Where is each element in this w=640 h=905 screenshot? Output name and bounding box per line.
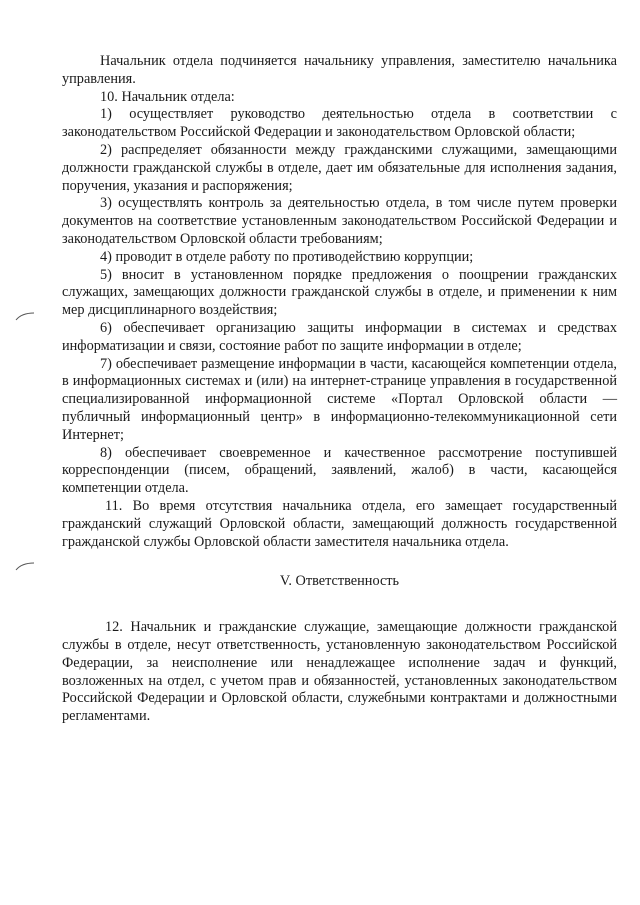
paragraph-10-item-7: 7) обеспечивает размещение информации в части, касающейся компетенции отдела, в информационных системах и (или) на интернет-странице управления в государственной специализированной информационной системе «Портал Орловской области — публичный информационный центр» в информационно-телекоммуникационной сети Интернет; <box>62 355 617 443</box>
paragraph-11: 11. Во время отсутствия начальника отдела, его замещает государственный гражданский служащий Орловской области, замещающий должность государственной гражданской службы Орловской области заместителя начальника отдела. <box>62 497 617 550</box>
paragraph-10-heading: 10. Начальник отдела: <box>100 88 235 105</box>
paragraph-subordination: Начальник отдела подчиняется начальнику управления, заместителю начальника управления. <box>62 53 617 87</box>
paragraph-10-item-3: 3) осуществлять контроль за деятельностью отдела, в том числе путем проверки документов на соответствие установленным законодательством Российской Федерации и законодательством Орловской области требованиям; <box>62 195 617 247</box>
document-page <box>62 53 617 726</box>
paragraph-10-item-8: 8) обеспечивает своевременное и качественное рассмотрение поступившей корреспонденции (писем, обращений, заявлений, жалоб) в части, касающейся компетенции отдела. <box>62 444 617 497</box>
paragraph-10-item-5: 5) вносит в установленном порядке предложения о поощрении гражданских служащих, замещающих должности гражданской службы в отделе, и применении к ним мер дисциплинарного воздействия; <box>62 266 617 319</box>
paragraph-10-item-1: 1) осуществляет руководство деятельностью отдела в соответствии с законодательством Российской Федерации и законодательством Орловской области; <box>62 106 617 141</box>
section-title: V. Ответственность <box>279 573 400 590</box>
paragraph-10-item-4: 4) проводит в отделе работу по противодействию коррупции; <box>100 248 474 265</box>
paragraph-10-item-2: 2) распределяет обязанности между гражданскими служащими, замещающими должности гражданской службы в отделе, дает им обязательные для исполнения задания, поручения, указания и распоряжения; <box>62 141 617 194</box>
margin-mark-1 <box>14 312 36 322</box>
paragraph-12: 12. Начальник и гражданские служащие, замещающие должности гражданской службы в отделе, несут ответственность, установленную законодательством Российской Федерации, за неисполнение или ненадлежащее исполнение задач и функций, возложенных на отдел, с учетом прав и обязанностей, установленных законодательством Российской Федерации и Орловской области, служебными контрактами и должностными регламентами. <box>62 619 617 725</box>
margin-mark-2 <box>14 562 36 572</box>
paragraph-10-item-6: 6) обеспечивает организацию защиты информации в системах и средствах информатизации и связи, состояние работ по защите информации в отделе; <box>62 319 617 354</box>
